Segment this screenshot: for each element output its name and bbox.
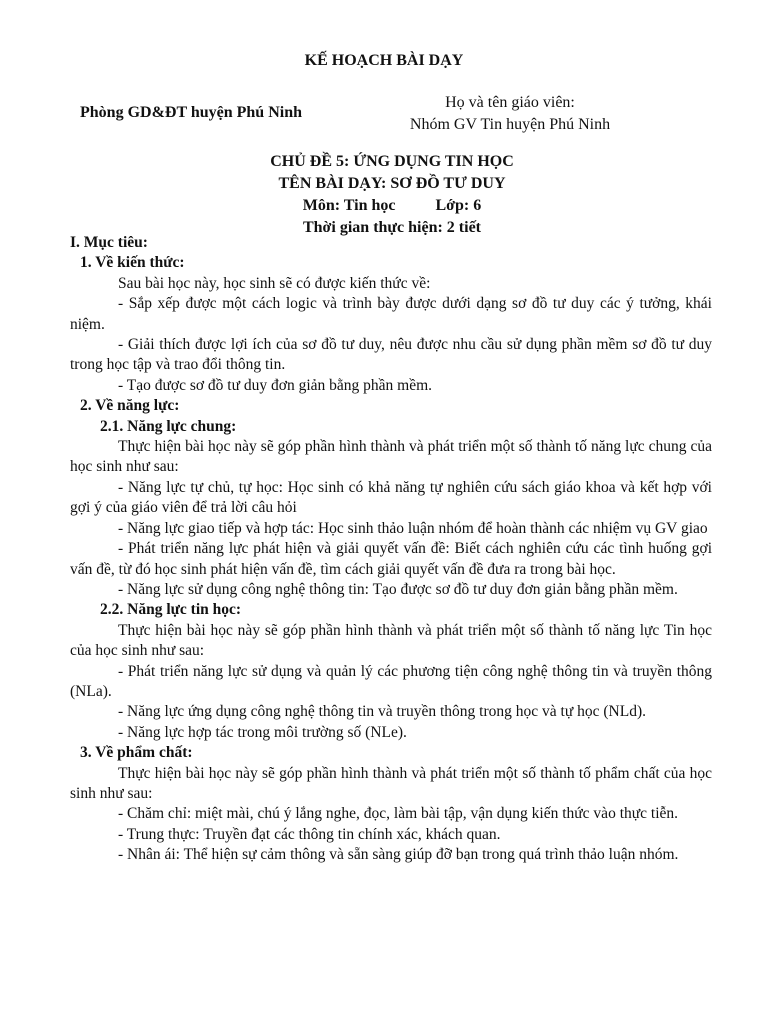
paragraph: Sau bài học này, học sinh sẽ có được kiến thức về: <box>118 274 431 292</box>
teacher-name: Nhóm GV Tin huyện Phú Ninh <box>409 116 611 133</box>
grade: Lớp: 6 <box>435 197 482 214</box>
paragraph: - Nhân ái: Thể hiện sự cảm thông và sẵn sàng giúp đỡ bạn trong quá trình thảo luận nhóm. <box>118 846 679 864</box>
section-it-competence: 2.2. Năng lực tin học: <box>100 601 242 619</box>
paragraph: - Giải thích được lợi ích của sơ đồ tư duy, nêu được nhu cầu sử dụng phần mềm sơ đồ tư duy trong học tập và trao đổi thông tin. <box>70 336 712 374</box>
subject: Môn: Tin học <box>302 197 396 214</box>
section-general-competence: 2.1. Năng lực chung: <box>100 417 237 435</box>
paragraph: Thực hiện bài học này sẽ góp phần hình thành và phát triển một số thành tố phẩm chất của học sinh như sau: <box>70 764 712 802</box>
paragraph: Thực hiện bài học này sẽ góp phần hình thành và phát triển một số thành tố năng lực chung của học sinh như sau: <box>70 438 712 476</box>
paragraph: - Năng lực giao tiếp và hợp tác: Học sinh thảo luận nhóm để hoàn thành các nhiệm vụ GV giao <box>118 519 708 537</box>
paragraph: - Năng lực ứng dụng công nghệ thông tin và truyền thông trong học và tự học (NLd). <box>118 703 646 721</box>
document-title: KẾ HOẠCH BÀI DẠY <box>304 52 464 69</box>
paragraph: - Năng lực sử dụng công nghệ thông tin: Tạo được sơ đồ tư duy đơn giản bằng phần mềm. <box>118 580 678 598</box>
paragraph: - Trung thực: Truyền đạt các thông tin chính xác, khách quan. <box>118 825 501 843</box>
subject-grade-line <box>0 195 768 217</box>
school-name: Phòng GD&ĐT huyện Phú Ninh <box>80 104 302 121</box>
paragraph: - Năng lực hợp tác trong môi trường số (NLe). <box>118 723 407 741</box>
section-knowledge: 1. Về kiến thức: <box>80 254 185 272</box>
paragraph: - Năng lực tự chủ, tự học: Học sinh có khả năng tự nghiên cứu sách giáo khoa và kết hợp với gợi ý của giáo viên để trả lời câu hỏi <box>70 478 712 517</box>
lesson-heading <box>0 151 768 239</box>
duration: Thời gian thực hiện: 2 tiết <box>302 219 482 236</box>
topic-title: CHỦ ĐỀ 5: ỨNG DỤNG TIN HỌC <box>270 153 514 170</box>
paragraph: - Tạo được sơ đồ tư duy đơn giản bằng phần mềm. <box>118 376 433 394</box>
section-competence: 2. Về năng lực: <box>80 397 180 415</box>
paragraph: - Chăm chỉ: miệt mài, chú ý lắng nghe, đọc, làm bài tập, vận dụng kiến thức vào thực tiễn. <box>118 805 679 823</box>
document-body <box>70 233 712 866</box>
lesson-title: TÊN BÀI DẠY: SƠ ĐỒ TƯ DUY <box>278 175 506 192</box>
paragraph: Thực hiện bài học này sẽ góp phần hình thành và phát triển một số thành tố năng lực Tin học của học sinh như sau: <box>70 621 712 660</box>
teacher-label: Họ và tên giáo viên: <box>445 94 575 111</box>
paragraph: - Phát triển năng lực phát hiện và giải quyết vấn đề: Biết cách nghiên cứu các tình huống gợi vấn đề, từ đó học sinh phát hiện vấn đề, tìm cách giải quyết vấn đề đưa ra trong bài học. <box>70 540 712 578</box>
paragraph: - Phát triển năng lực sử dụng và quản lý các phương tiện công nghệ thông tin và truyền thông (NLa). <box>70 662 712 700</box>
teacher-info <box>370 92 650 136</box>
section-qualities: 3. Về phẩm chất: <box>80 744 193 762</box>
section-objectives: I. Mục tiêu: <box>70 234 148 251</box>
paragraph: - Sắp xếp được một cách logic và trình bày được dưới dạng sơ đồ tư duy các ý tưởng, khái niệm. <box>70 295 712 333</box>
